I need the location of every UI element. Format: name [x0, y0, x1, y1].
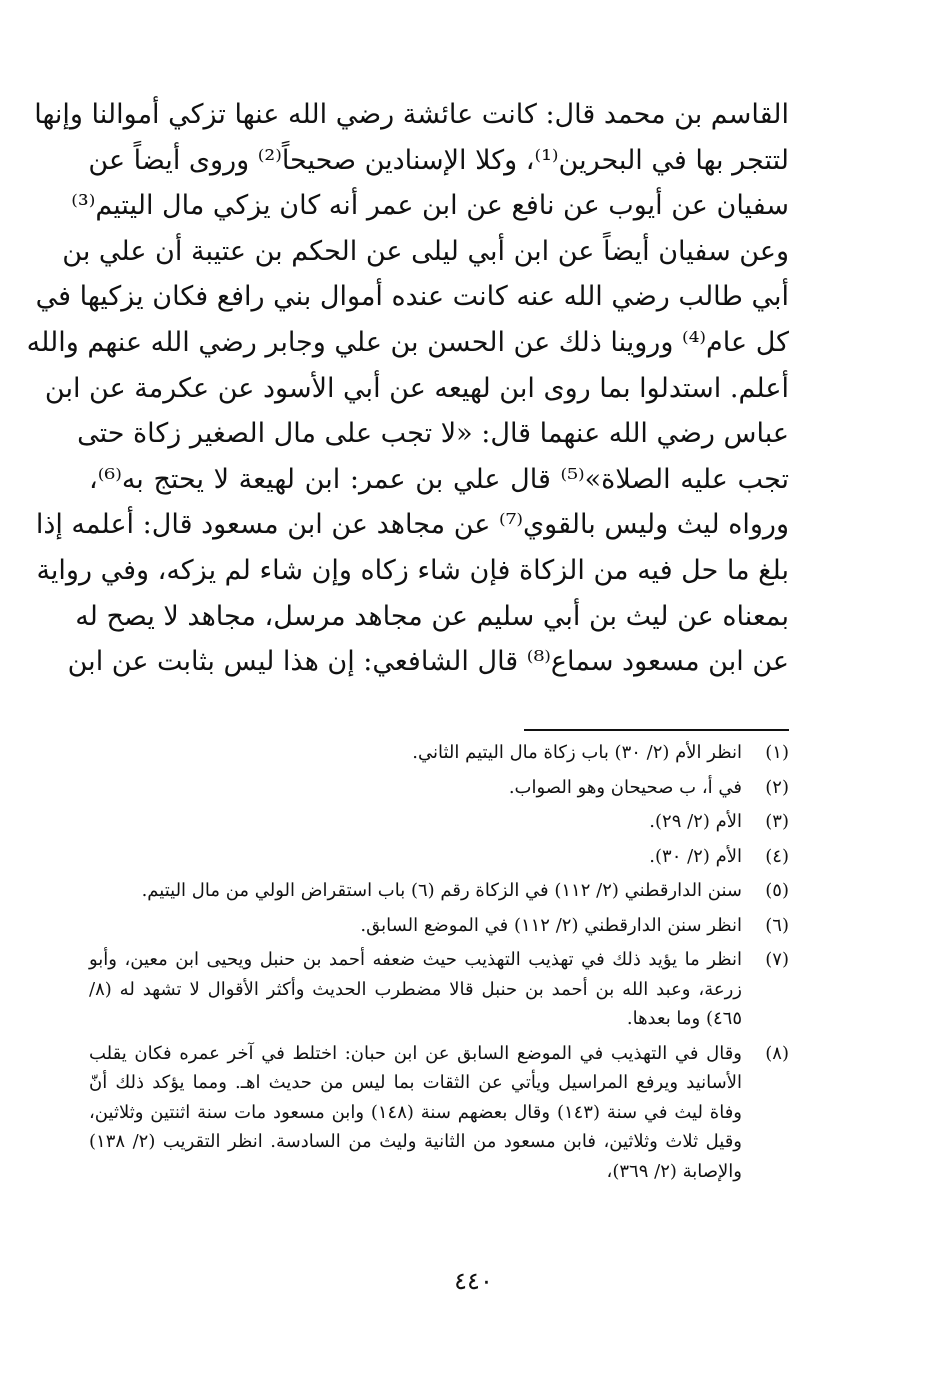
footnote-number: (٧) [765, 949, 789, 970]
main-text-line: عباس رضي الله عنهما قال: «لا تجب على مال الصغير زكاة حتى [77, 418, 789, 450]
main-text-line: ورواه ليث وليس بالقوي⁽⁷⁾ عن مجاهد عن ابن مسعود قال: أعلمه إذا [35, 509, 789, 541]
footnote-number: (٤) [765, 845, 789, 867]
footnote-item [89, 911, 789, 941]
footnote-text: انظر ما يؤيد ذلك في تهذيب التهذيب حيث ضعفه أحمد بن حنبل ويحيى ابن معين، وأبو زرعة، وعبد الله بن أحمد بن حنبل قالا مضطرب الحديث وأكثر الأقوال لا تشهد له (٨/ ٤٦٥) وما بعدها. [89, 949, 742, 1029]
footnote-divider [524, 729, 789, 731]
main-text-line: تجب عليه الصلاة»⁽⁵⁾ قال علي بن عمر: ابن لهيعة لا يحتج به⁽⁶⁾، [89, 463, 790, 495]
footnote-item [89, 842, 789, 872]
main-text-body [26, 92, 790, 685]
footnote-text: الأم (٢/ ٢٩). [649, 811, 742, 832]
footnote-text: في أ، ب صحيحان وهو الصواب. [508, 776, 742, 798]
footnote-text: انظر سنن الدارقطني (٢/ ١١٢) في الموضع السابق. [360, 914, 742, 936]
footnote-number: (٢) [765, 776, 789, 798]
main-text-line: بمعناه عن ليث بن أبي سليم عن مجاهد مرسل، مجاهد لا يصح له [75, 600, 789, 632]
main-text-line: القاسم بن محمد قال: كانت عائشة رضي الله عنها تزكي أموالنا وإنها [34, 99, 789, 130]
footnote-number: (٥) [765, 880, 789, 901]
footnote-number: (٦) [765, 914, 789, 936]
footnote-number: (١) [765, 742, 789, 763]
footnote-text: سنن الدارقطني (٢/ ١١٢) في الزكاة رقم (٦) باب استقراض الولي من مال اليتيم. [141, 880, 742, 901]
footnote-item [89, 876, 789, 906]
main-text-line: بلغ ما حل فيه من الزكاة فإن شاء زكاه وإن شاء لم يزكه، وفي رواية [36, 554, 789, 586]
main-text-line: وعن سفيان أيضاً عن ابن أبي ليلى عن الحكم بن عتيبة أن علي بن [62, 235, 789, 267]
main-text-line: عن ابن مسعود سماع⁽⁸⁾ قال الشافعي: إن هذا ليس بثابت عن ابن [67, 646, 789, 678]
footnote-text: الأم (٢/ ٣٠). [649, 845, 742, 867]
footnotes-section [89, 738, 789, 1191]
footnote-item [89, 773, 789, 803]
footnote-number: (٣) [765, 811, 789, 832]
main-text-line: أعلم. استدلوا بما روى ابن لهيعه عن أبي الأسود عن عكرمة عن ابن [44, 372, 789, 404]
footnote-item [89, 945, 789, 1034]
footnote-text: انظر الأم (٢/ ٣٠) باب زكاة مال اليتيم الثاني. [412, 742, 742, 763]
main-text-line: أبي طالب رضي الله عنه كانت عنده أموال بني رافع فكان يزكيها في [35, 281, 789, 313]
main-text-line: سفيان عن أيوب عن نافع عن ابن عمر أنه كان يزكي مال اليتيم⁽³⁾ [71, 190, 789, 222]
footnote-item [89, 1039, 789, 1187]
footnote-item [89, 738, 789, 768]
footnote-number: (٨) [765, 1042, 789, 1064]
footnote-item [89, 807, 789, 837]
page-number: ٤٤٠ [454, 1267, 493, 1295]
main-text-line: لتتجر بها في البحرين⁽¹⁾، وكلا الإسنادين صحيحاً⁽²⁾ وروى أيضاً عن [88, 144, 789, 176]
footnote-text: وقال في التهذيب في الموضع السابق عن ابن حبان: اختلط في آخر عمره فكان يقلب الأسانيد ويرفع المراسيل ويأتي عن الثقات بما ليس من حديث اهـ. ومما يؤكد ذلك أنّ وفاة ليث في سنة (١٤٣) وقال بعضهم سنة (١٤٨) وابن مسعود مات سنة اثنتين وثلاثين، وقيل ثلاث وثلاثين، فابن مسعود من الثانية وليث من السادسة. انظر التقريب (٢/ ١٣٨) والإصابة (٢/ ٣٦٩)، [89, 1042, 742, 1182]
main-text-line: كل عام⁽⁴⁾ وروينا ذلك عن الحسن بن علي وجابر رضي الله عنهم والله [26, 326, 789, 358]
